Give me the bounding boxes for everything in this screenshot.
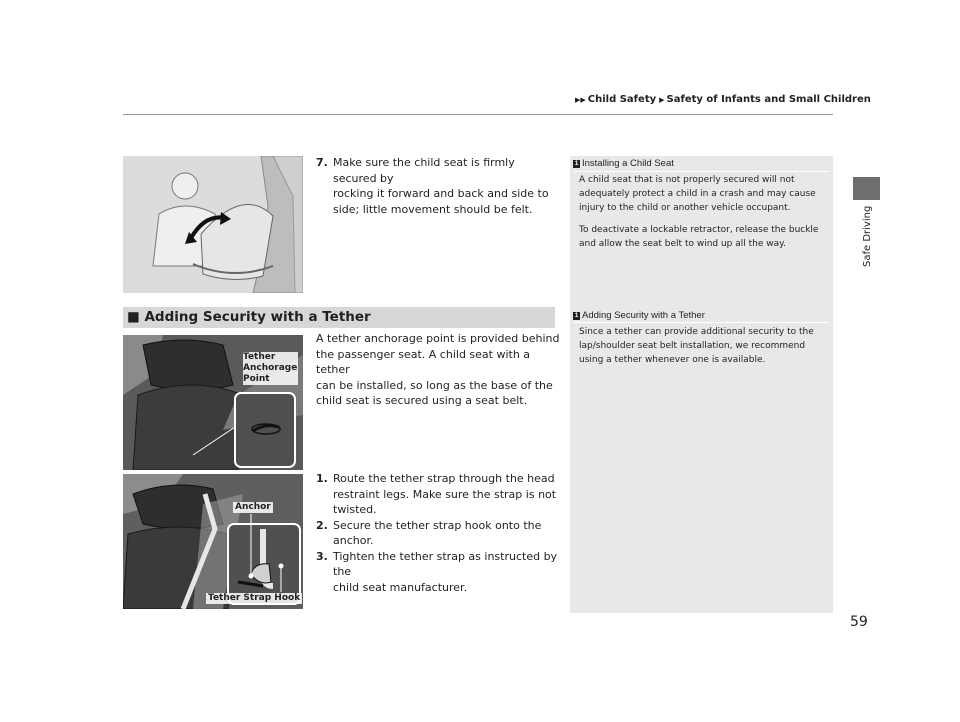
para-line: can be installed, so long as the base of the bbox=[316, 378, 553, 392]
note-title: Adding Security with a Tether bbox=[582, 310, 705, 321]
tether-hook-illustration bbox=[123, 474, 303, 609]
section-tab-text: Safe Driving bbox=[862, 205, 873, 267]
tether-intro-paragraph bbox=[316, 331, 561, 409]
note-body bbox=[579, 325, 829, 367]
note-line: A child seat that is not properly secured will not bbox=[579, 175, 795, 185]
page-number: 59 bbox=[850, 614, 868, 630]
breadcrumb bbox=[575, 94, 871, 105]
callout-line: Point bbox=[243, 374, 270, 384]
section-marker-icon: ■ bbox=[127, 309, 140, 325]
child-seat-illustration bbox=[123, 156, 303, 293]
step-line: child seat manufacturer. bbox=[333, 580, 468, 594]
step-line: Tighten the tether strap as instructed by the bbox=[333, 549, 558, 578]
note-line: injury to the child or another vehicle occupant. bbox=[579, 203, 791, 213]
step-3 bbox=[316, 549, 561, 596]
note-line: using a tether whenever one is available. bbox=[579, 355, 766, 365]
step-7 bbox=[316, 155, 561, 217]
step-number: 7. bbox=[316, 156, 328, 169]
section-tab-label bbox=[848, 205, 884, 267]
section-title: Adding Security with a Tether bbox=[144, 309, 371, 325]
breadcrumb-item-child-safety[interactable]: Child Safety bbox=[587, 94, 657, 105]
callout-tether-anchorage-point bbox=[243, 352, 298, 385]
tether-steps bbox=[316, 471, 561, 595]
breadcrumb-arrow-icon: ▶▶ bbox=[575, 95, 586, 104]
note-badge: 1 bbox=[574, 311, 579, 319]
step-line: Secure the tether strap hook onto the bbox=[333, 518, 542, 532]
header-rule bbox=[123, 114, 833, 115]
note-divider bbox=[573, 322, 829, 323]
note-line: Since a tether can provide additional security to the bbox=[579, 327, 814, 337]
note-line: and allow the seat belt to wind up all the way. bbox=[579, 239, 787, 249]
note-body bbox=[579, 173, 829, 251]
step-line: side; little movement should be felt. bbox=[333, 202, 533, 216]
breadcrumb-item-infants[interactable]: Safety of Infants and Small Children bbox=[666, 94, 871, 105]
step-1 bbox=[316, 471, 561, 518]
step-line: twisted. bbox=[333, 503, 377, 516]
note-heading bbox=[573, 158, 674, 169]
section-tab-marker bbox=[853, 177, 880, 200]
callout-line: Anchorage bbox=[243, 363, 298, 373]
figure-tether-strap-hook bbox=[123, 474, 303, 609]
callout-line: Tether bbox=[243, 352, 276, 362]
para-line: child seat is secured using a seat belt. bbox=[316, 394, 528, 407]
step-line: restraint legs. Make sure the strap is not bbox=[333, 487, 557, 501]
section-heading bbox=[123, 307, 555, 328]
note-heading bbox=[573, 310, 705, 321]
note-line: To deactivate a lockable retractor, release the buckle bbox=[579, 225, 819, 235]
step-number: 3. bbox=[316, 549, 328, 563]
note-line: adequately protect a child in a crash and may cause bbox=[579, 189, 816, 199]
step-line: anchor. bbox=[333, 534, 374, 547]
figure-child-seat-rocking bbox=[123, 156, 303, 293]
step-number: 2. bbox=[316, 518, 328, 532]
breadcrumb-arrow-icon: ▶ bbox=[659, 95, 665, 104]
note-badge: 1 bbox=[574, 159, 579, 167]
step-line: Make sure the child seat is firmly secured by bbox=[333, 156, 515, 185]
callout-tether-strap-hook: Tether Strap Hook bbox=[208, 593, 301, 603]
step-line: rocking it forward and back and side to bbox=[333, 187, 549, 200]
callout-anchor: Anchor bbox=[235, 502, 271, 512]
note-line: lap/shoulder seat belt installation, we recommend bbox=[579, 341, 806, 351]
para-line: A tether anchorage point is provided behind bbox=[316, 332, 560, 345]
para-line: the passenger seat. A child seat with a tether bbox=[316, 347, 531, 376]
step-line: Route the tether strap through the head bbox=[333, 472, 555, 485]
step-number: 1. bbox=[316, 472, 328, 485]
step-2 bbox=[316, 518, 561, 549]
note-divider bbox=[573, 171, 829, 172]
note-title: Installing a Child Seat bbox=[582, 158, 674, 169]
